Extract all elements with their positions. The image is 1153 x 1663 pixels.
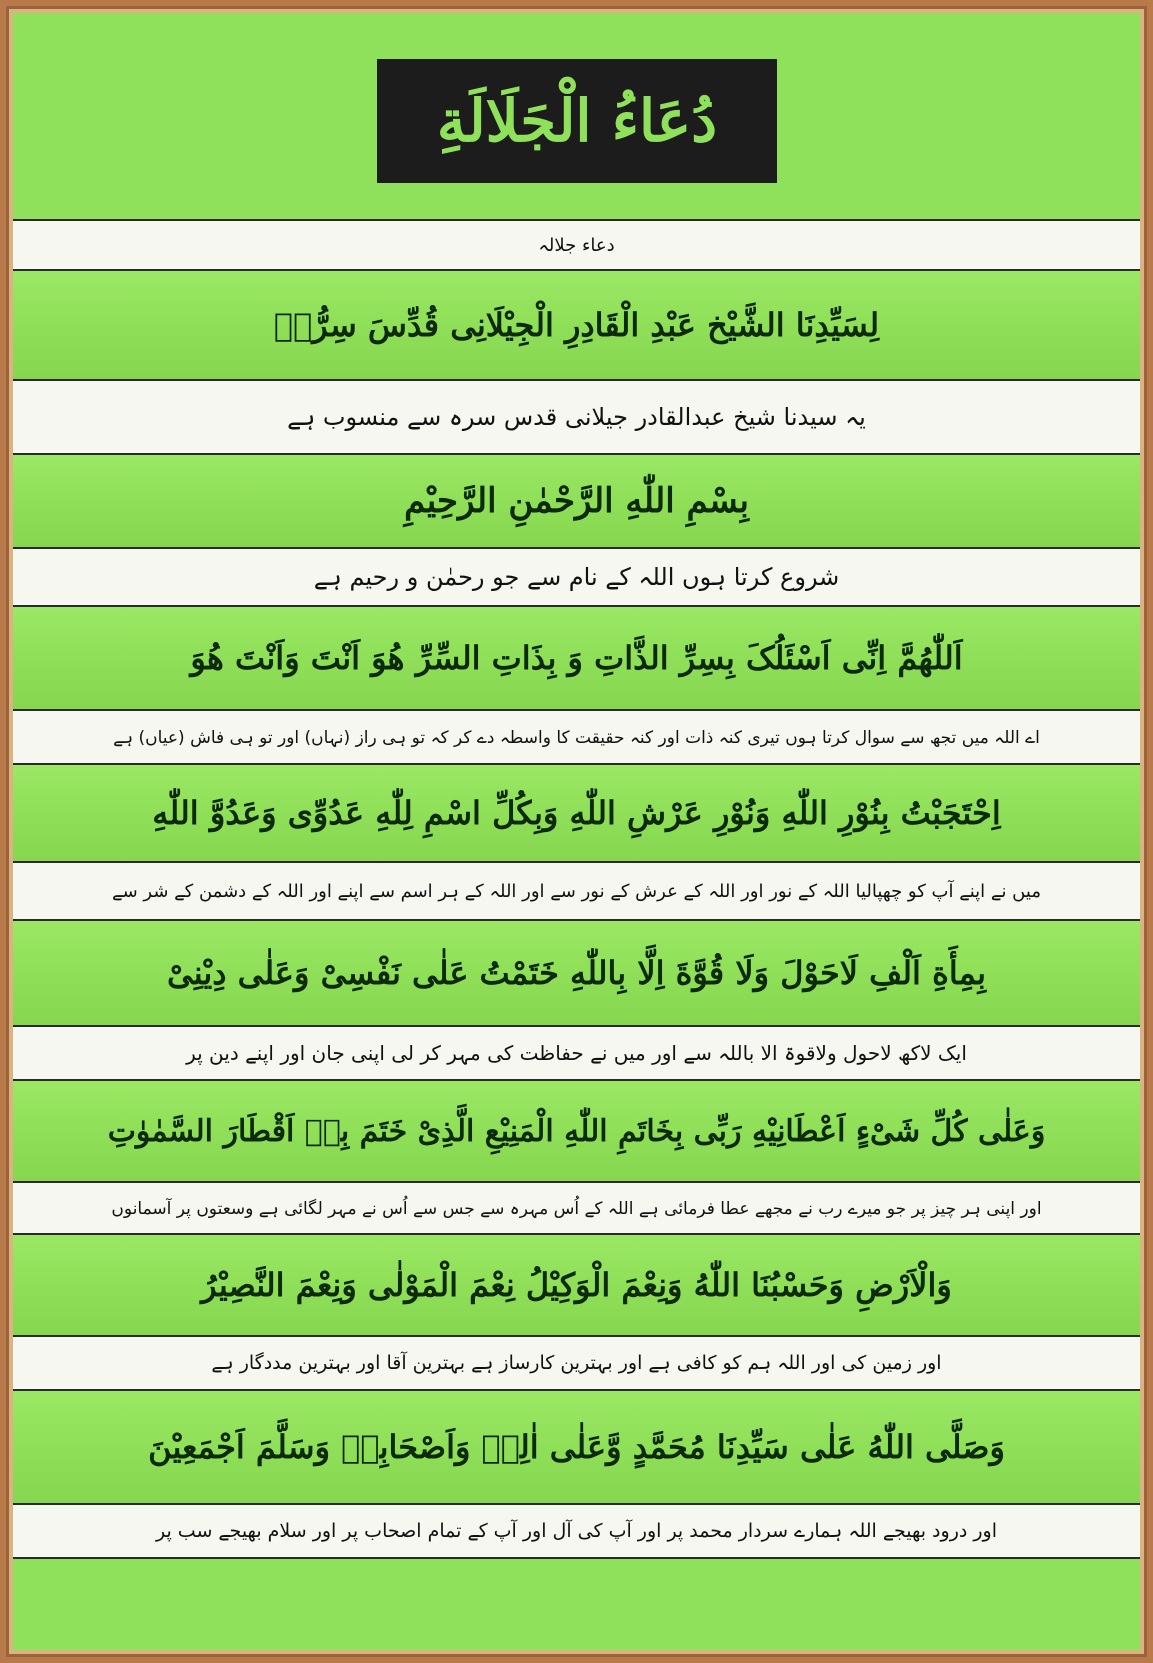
row-urdu-3: شروع کرتا ہوں اللہ کے نام سے جو رحمٰن و رحیم ہے xyxy=(13,547,1140,607)
row-arabic-2: بِسْمِ اللّٰهِ الرَّحْمٰنِ الرَّحِیْمِ xyxy=(13,455,1140,547)
row-urdu-7: اور اپنی ہر چیز پر جو میرے رب نے مجھے عطا فرمائی ہے اللہ کے اُس مہرہ سے جس سے اُس نے مہر لگائی ہے وسعتوں پر آسمانوں xyxy=(13,1181,1140,1235)
page-frame xyxy=(6,6,1147,1657)
row-arabic-6: وَعَلٰی کُلِّ شَیْءٍ اَعْطَانِیْهِ رَبِّی بِخَاتَمِ اللّٰهِ الْمَنِیْعِ الَّذِیْ خَتَمَ بِهٖ اَقْطَارَ السَّمٰوٰتِ xyxy=(13,1081,1140,1181)
row-urdu-4: اے اللہ میں تجھ سے سوال کرتا ہوں تیری کنہ ذات اور کنہ حقیقت کا واسطہ دے کر کہ تو ہی راز (نہاں) اور تو ہی فاش (عیاں) ہے xyxy=(13,709,1140,765)
page-title: دُعَاءُ الْجَلَالَةِ xyxy=(377,59,777,183)
row-arabic-3: اَللّٰهُمَّ اِنِّی اَسْئَلُکَ بِسِرِّ الذَّاتِ وَ بِذَاتِ السِّرِّ هُوَ اَنْتَ وَاَنْتَ هُوَ xyxy=(13,607,1140,709)
row-arabic-8: وَصَلَّی اللّٰهُ عَلٰی سَیِّدِنَا مُحَمَّدٍ وَّعَلٰی اٰلِهٖ وَاَصْحَابِهٖ وَسَلَّمَ اَجْمَعِیْنَ xyxy=(13,1391,1140,1503)
row-urdu-1: دعاء جلالہ xyxy=(13,219,1140,271)
row-arabic-7: وَالْاَرْضِ وَحَسْبُنَا اللّٰهُ وَنِعْمَ الْوَکِیْلُ نِعْمَ الْمَوْلٰی وَنِعْمَ النَّصِیْرُ xyxy=(13,1235,1140,1335)
row-arabic-1: لِسَیِّدِنَا الشَّیْخ عَبْدِ الْقَادِرِ الْجِیْلَانِی قُدِّسَ سِرُّہٗ xyxy=(13,271,1140,379)
row-urdu-6: ایک لاکھ لاحول ولاقوۃ الا باللہ سے اور میں نے حفاظت کی مہر کر لی اپنی جان اور اپنے دین پر xyxy=(13,1025,1140,1081)
row-urdu-5: میں نے اپنے آپ کو چھپالیا اللہ کے نور اور اللہ کے عرش کے نور سے اور اللہ کے ہر اسم سے اپنے اور اللہ کے دشمن کے شر سے xyxy=(13,861,1140,921)
row-urdu-2: یہ سیدنا شیخ عبدالقادر جیلانی قدس سرہ سے منسوب ہے xyxy=(13,379,1140,455)
row-arabic-5: بِمِأَةِ اَلْفِ لَاحَوْلَ وَلَا قُوَّةَ اِلَّا بِاللّٰهِ خَتَمْتُ عَلٰی نَفْسِیْ وَعَلٰی دِیْنِیْ xyxy=(13,921,1140,1025)
row-urdu-9: اور درود بھیجے اللہ ہمارے سردار محمد پر اور آپ کی آل اور آپ کے تمام اصحاب پر اور سلام بھیجے سب پر xyxy=(13,1503,1140,1559)
row-arabic-4: اِحْتَجَبْتُ بِنُوْرِ اللّٰهِ وَنُوْرِ عَرْشِ اللّٰهِ وَبِکُلِّ اسْمِ لِلّٰهِ عَدُوِّی وَعَدُوَّ اللّٰهِ xyxy=(13,765,1140,861)
dua-sheet xyxy=(13,13,1140,1650)
row-urdu-8: اور زمین کی اور اللہ ہم کو کافی ہے اور بہترین کارساز ہے بہترین آقا اور بہترین مددگار ہے xyxy=(13,1335,1140,1391)
